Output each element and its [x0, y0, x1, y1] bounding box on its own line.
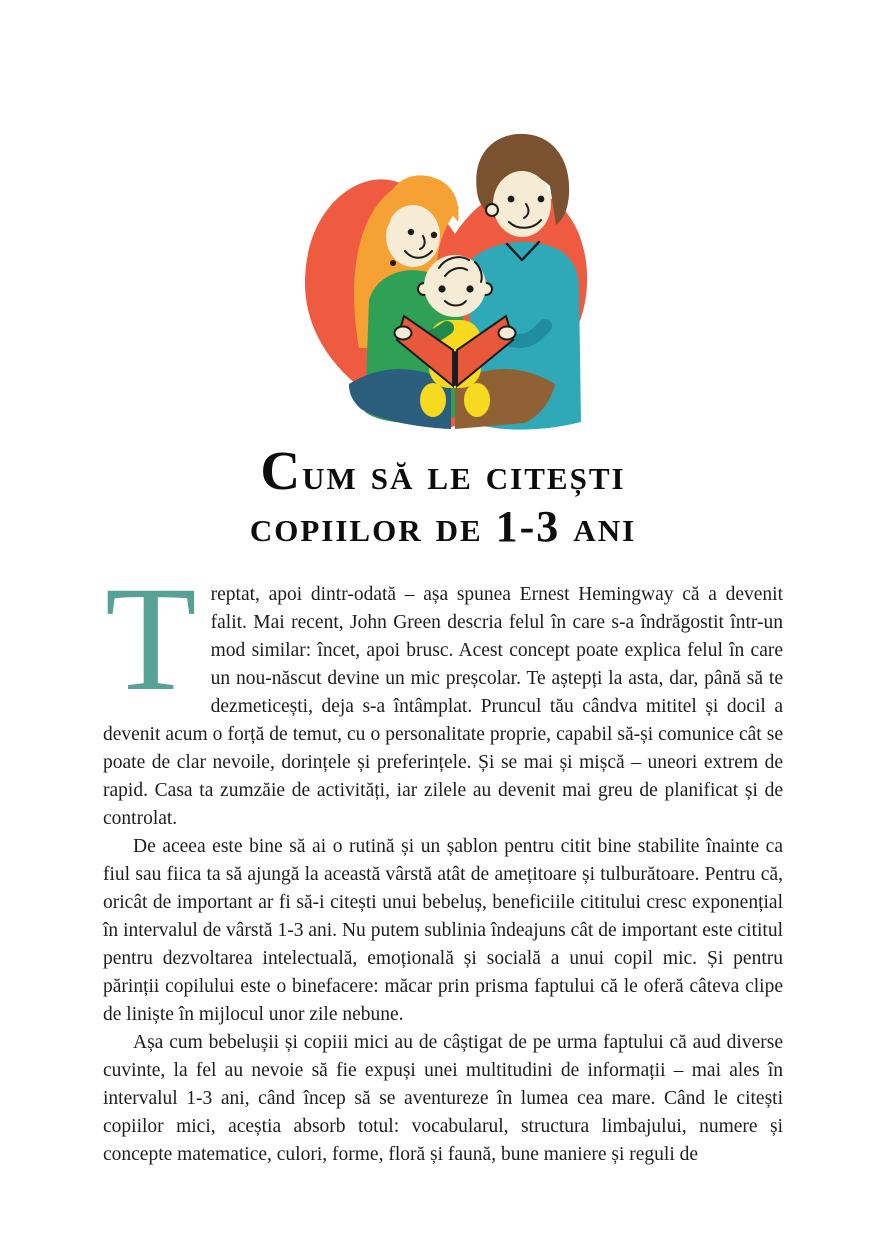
- baby-bootie-left: [420, 383, 446, 417]
- paragraph-1: [103, 555, 783, 833]
- father-ear: [486, 204, 498, 216]
- mother-hand: [395, 327, 412, 340]
- illustration-container: [0, 0, 886, 430]
- father-hand: [499, 327, 516, 340]
- family-reading-illustration: [292, 128, 594, 430]
- father-eye-right: [538, 196, 545, 203]
- body-text: [103, 555, 783, 1169]
- paragraph-2: De aceea este bine să ai o rutină și un șablon pentru citit bine stabilite înainte ca fiul sau fiica ta să ajungă la această vârstă atât de amețitoare și tulburătoare. Pentru că, oricât de important ar fi să-i citești unui bebeluș, beneficiile cititului cresc exponențial în intervalul de vârstă 1-3 ani. Nu putem sublinia îndeajuns cât de important este cititul pentru dezvoltarea intelectuală, emoțională și socială a unui copil mic. Și pentru părinții copilului este o binefacere: măcar prin prisma faptului că le oferă câteva clipe de liniște în mijlocul unor zile nebune.: [103, 835, 783, 1025]
- paragraph-1-text: reptat, apoi dintr-odată – așa spunea Ernest Hemingway că a devenit falit. Mai recent, John Green descria felul în care s-a îndrăgostit într-un mod similar: încet, apoi brusc. Acest concept poate explica felul în care un nou-născut devine un mic preșcolar. Te aștepți la asta, dar, până să te dezmeticești, deja s-a întâmplat. Pruncul tău cândva mititel și docil a devenit acum o forță de temut, cu o personalitate proprie, capabil să-și comunice cât se poate de clar nevoile, dorințele și preferințele. Și se mai și mișcă – uneori extrem de rapid. Casa ta zumzăie de activități, iar zilele au devenit mai greu de planificat și de controlat.: [103, 583, 783, 829]
- chapter-title: [0, 440, 886, 551]
- chapter-title-line-2: copiilor de 1-3 ani: [249, 501, 637, 551]
- baby-bootie-right: [464, 383, 490, 417]
- mother-eye-left: [408, 229, 414, 235]
- paragraph-3: Așa cum bebelușii și copiii mici au de câștigat de pe urma faptului că aud diverse cuvinte, la fel au nevoie să fie expuși unei multitudini de informații – mai ales în intervalul 1-3 ani, când încep să se aventureze în lumea cea mare. Când le citești copiilor mici, aceștia absorb totul: vocabularul, structura limbajului, numere și concepte matematice, culori, forme, floră și faună, bune maniere și reguli de: [103, 1031, 783, 1165]
- chapter-title-line-1: Cum să le citești: [260, 440, 626, 501]
- father-eye-left: [508, 196, 515, 203]
- baby-eye-right: [466, 285, 473, 292]
- mother-eye-right: [431, 232, 437, 238]
- mother-earring: [390, 260, 396, 266]
- baby-eye-left: [438, 285, 445, 292]
- drop-cap: T: [105, 555, 197, 722]
